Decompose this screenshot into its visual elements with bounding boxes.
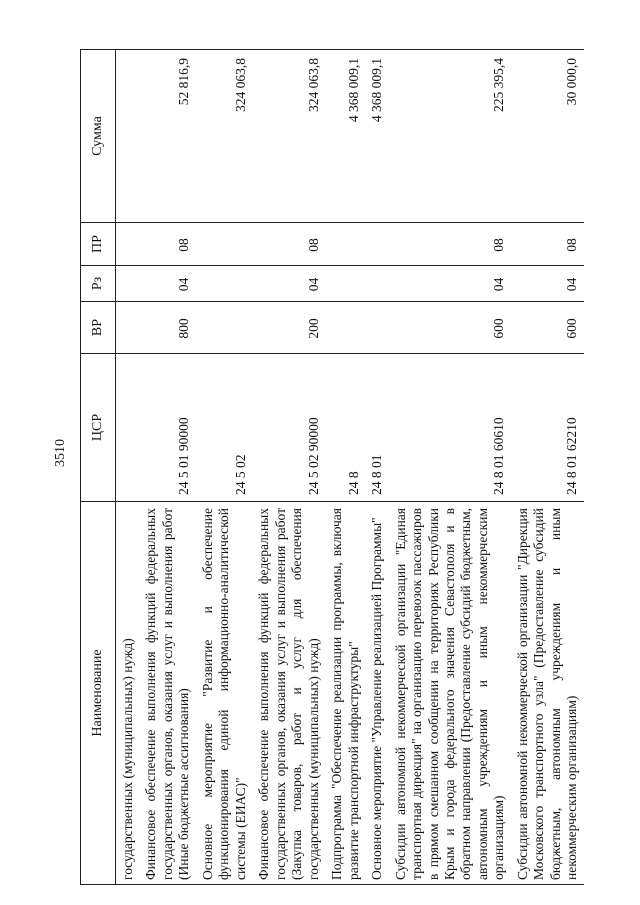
row-vr: 600: [511, 302, 584, 354]
table-row: [116, 50, 140, 885]
header-csr: ЦСР: [81, 354, 116, 502]
row-csr: 24 5 02 90000: [252, 354, 325, 502]
row-sum: 30 000,0: [511, 50, 584, 223]
header-name: Наименование: [81, 502, 116, 885]
table-row: [252, 50, 325, 885]
row-vr: 600: [389, 302, 511, 354]
row-rz: 04: [511, 266, 584, 302]
header-pr: ПР: [81, 223, 116, 266]
row-pr: [325, 223, 365, 266]
table-row: [196, 50, 252, 885]
row-csr: 24 8 01: [365, 354, 388, 502]
row-vr: [365, 302, 388, 354]
row-sum: 324 063,8: [196, 50, 252, 223]
table-row: [511, 50, 584, 885]
row-sum: 4 368 009,1: [365, 50, 388, 223]
row-vr: [325, 302, 365, 354]
row-sum: [116, 50, 140, 223]
row-pr: 08: [139, 223, 195, 266]
row-pr: 08: [511, 223, 584, 266]
row-rz: [196, 266, 252, 302]
row-name: Субсидии автономной некоммерческой организации "Единая транспортная дирекция" на организацию перевозок пассажиров в прямом смешанном сообщении на территориях Республики Крым и города федерального значения Севастополя и в обратном направлении (Предоставление субсидий бюджетным, автономным учреждениям и иным некоммерческим организациям): [389, 502, 511, 885]
row-rz: 04: [252, 266, 325, 302]
row-name: Основное мероприятие "Развитие и обеспечение функционирования единой информационно-аналитической системы (ЕИАС)": [196, 502, 252, 885]
row-sum: 225 395,4: [389, 50, 511, 223]
row-sum: 4 368 009,1: [325, 50, 365, 223]
row-vr: 800: [139, 302, 195, 354]
table-row: [365, 50, 388, 885]
row-sum: 52 816,9: [139, 50, 195, 223]
table-row: [389, 50, 511, 885]
page-number: 3510: [53, 439, 68, 467]
rotated-page-content: [80, 50, 620, 885]
row-vr: [196, 302, 252, 354]
row-pr: [365, 223, 388, 266]
row-csr: 24 8: [325, 354, 365, 502]
row-sum: 324 063,8: [252, 50, 325, 223]
table-header: [81, 50, 116, 885]
row-rz: [116, 266, 140, 302]
row-name: Основное мероприятие "Управление реализацией Программы": [365, 502, 388, 885]
row-vr: 200: [252, 302, 325, 354]
row-rz: 04: [139, 266, 195, 302]
row-rz: [325, 266, 365, 302]
table-row: [139, 50, 195, 885]
header-sum: Сумма: [81, 50, 116, 223]
header-row: [81, 50, 116, 885]
row-csr: 24 5 01 90000: [139, 354, 195, 502]
row-csr: 24 8 01 62210: [511, 354, 584, 502]
row-name: Финансовое обеспечение выполнения функций федеральных государственных органов, оказания услуг и выполнения работ (Закупка товаров, работ и услуг для обеспечения государственных (муниципальных) нужд): [252, 502, 325, 885]
row-rz: [365, 266, 388, 302]
row-csr: 24 5 02: [196, 354, 252, 502]
row-csr: 24 8 01 60610: [389, 354, 511, 502]
header-vr: ВР: [81, 302, 116, 354]
row-name: Финансовое обеспечение выполнения функций федеральных государственных органов, оказания услуг и выполнения работ (Иные бюджетные ассигнования): [139, 502, 195, 885]
row-pr: [116, 223, 140, 266]
row-rz: 04: [389, 266, 511, 302]
row-name: Субсидии автономной некоммерческой организации "Дирекция Московского транспортного узла" (Предоставление субсидий бюджетным, автономным учреждениям и иным некоммерческим организациям): [511, 502, 584, 885]
row-pr: 08: [252, 223, 325, 266]
table-body: [116, 50, 584, 885]
header-rz: Рз: [81, 266, 116, 302]
budget-table: [80, 49, 584, 885]
row-name: государственных (муниципальных) нужд): [116, 502, 140, 885]
table-row: [325, 50, 365, 885]
row-csr: [116, 354, 140, 502]
row-pr: 08: [389, 223, 511, 266]
row-vr: [116, 302, 140, 354]
row-name: Подпрограмма "Обеспечение реализации программы, включая развитие транспортной инфраструктуры": [325, 502, 365, 885]
row-pr: [196, 223, 252, 266]
